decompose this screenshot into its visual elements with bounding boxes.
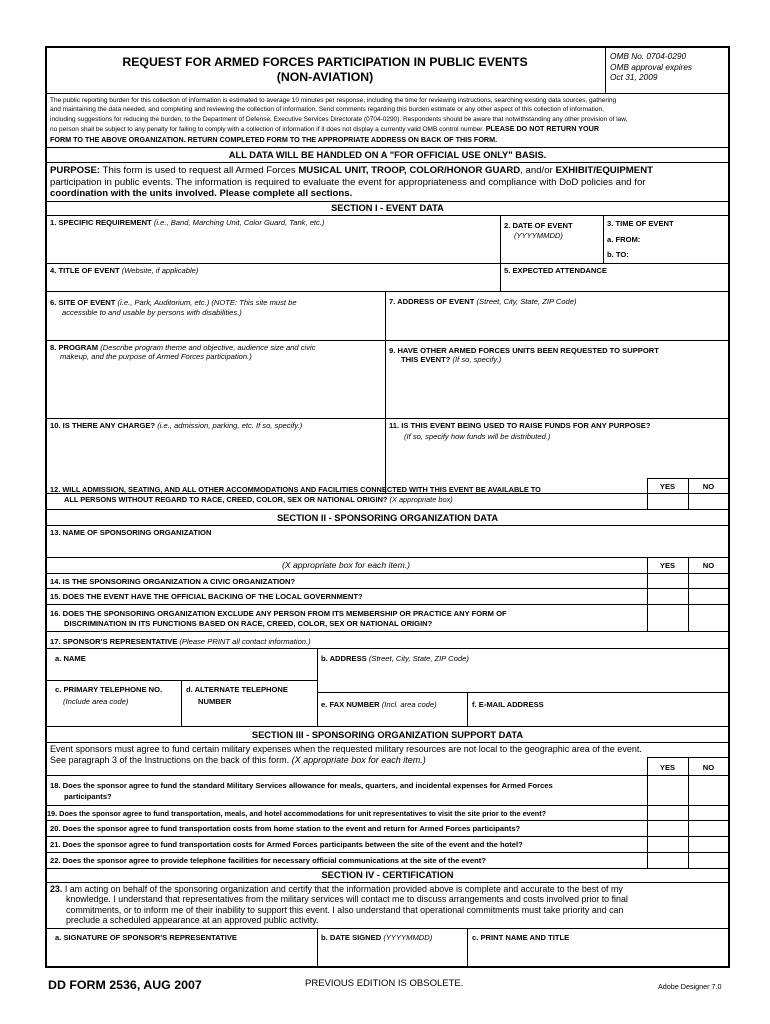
divider — [46, 805, 729, 806]
rep-address-input[interactable] — [321, 665, 725, 689]
divider — [46, 836, 729, 837]
divider — [46, 742, 729, 743]
field-23c-label: c. PRINT NAME AND TITLE — [472, 933, 570, 942]
print-name-title-input[interactable] — [472, 946, 724, 962]
purpose-text: PURPOSE: This form is used to request all Armed Forces MUSICAL UNIT, TROOP, COLOR/HONOR GUARD, and/or EXHIBIT/EQUIPMENT participation in public events. The information is required to evaluate the event for appropriateness and compliance with DoD policies and for coordination with the units involved. Please complete all sections. — [50, 165, 653, 200]
divider — [500, 215, 501, 291]
alternate-phone-input[interactable] — [186, 708, 314, 722]
certification-text: 23. I am acting on behalf of the sponsoring organization and certify that the information provided above is complete and accurate to the best of my knowledge. I understand that representatives from the military services will contact me to discuss arrangements and costs involved prior to final commitments, or to inform me of their inability to support this event. I also understand that operational commitments must take priority and can preclude a scheduled appearance at an approved public activity. — [50, 884, 628, 926]
field-6-hint: accessible to and usable by persons with disabilities.) — [62, 308, 242, 317]
divider — [46, 588, 729, 589]
adobe-designer-note: Adobe Designer 7.0 — [658, 982, 722, 991]
field-17-label: 17. SPONSOR'S REPRESENTATIVE (Please PRINT all contact information.) — [50, 637, 311, 646]
section-1-header: SECTION I - EVENT DATA — [331, 203, 444, 213]
divider — [317, 648, 318, 726]
divider — [467, 692, 468, 726]
divider — [46, 631, 729, 632]
section-4-header: SECTION IV - CERTIFICATION — [321, 870, 454, 880]
burden-statement: The public reporting burden for this collection of information is estimated to average 10 minutes per response, including the time for reviewing instructions, searching existing data sources, gathering and maintaining the data needed, and completing and reviewing the collection of information. Send comments regarding this burden estimate or any other aspect of this collection of information, including suggestions for reducing the burden, to the Department of Defense, Executive Services Directorate (0704-0290). Respondents should be aware that notwithstanding any other provision of law, no person shall be subject to any penalty for failing to comply with a collection of information if it does not display a currently valid OMB control number. PLEASE DO NOT RETURN YOUR FORM TO THE ABOVE ORGANIZATION. RETURN COMPLETED FORM TO THE APPROPRIATE ADDRESS ON BACK OF THIS FORM. — [50, 97, 628, 144]
section-3-header: SECTION III - SPONSORING ORGANIZATION SUPPORT DATA — [251, 730, 524, 740]
field-10-label: 10. IS THERE ANY CHARGE? (i.e., admission, parking, etc. If so, specify.) — [50, 421, 303, 430]
divider — [605, 47, 606, 93]
divider — [46, 215, 729, 216]
sponsor-name-input[interactable] — [50, 539, 724, 555]
divider — [46, 418, 729, 419]
divider — [46, 775, 729, 776]
field-11-hint: (If so, specify how funds will be distributed.) — [404, 432, 551, 441]
email-input[interactable] — [472, 711, 724, 723]
fouo-banner: ALL DATA WILL BE HANDLED ON A "FOR OFFICIAL USE ONLY" BASIS. — [228, 150, 547, 160]
q12-yes-header: YES — [659, 482, 676, 491]
expected-attendance-input[interactable] — [504, 277, 726, 290]
field-11-label: 11. IS THIS EVENT BEING USED TO RAISE FUNDS FOR ANY PURPOSE? — [389, 421, 651, 430]
time-from-input[interactable] — [652, 232, 726, 246]
field-17a-label: a. NAME — [55, 654, 86, 663]
signature-field[interactable] — [55, 944, 313, 964]
section-3-intro: Event sponsors must agree to fund certain military expenses when the requested military resources are not local to the geographic area of the event. See paragraph 3 of the Instructions on the back of this form. (X appropriate box for each item.) — [50, 744, 642, 765]
question-15: 15. DOES THE EVENT HAVE THE OFFICIAL BACKING OF THE LOCAL GOVERNMENT? — [50, 592, 363, 601]
divider — [46, 557, 729, 558]
s2-yes-header: YES — [659, 561, 676, 570]
x-box-hint: (X appropriate box for each item.) — [281, 560, 410, 570]
field-13-label: 13. NAME OF SPONSORING ORGANIZATION — [50, 528, 212, 537]
s2-no-header: NO — [702, 561, 715, 570]
omb-block: OMB No. 0704-0290 OMB approval expires Oct 31, 2009 — [610, 51, 693, 83]
divider — [385, 291, 386, 493]
field-23b-label: b. DATE SIGNED (YYYYMMDD) — [321, 933, 433, 942]
field-23a-label: a. SIGNATURE OF SPONSOR'S REPRESENTATIVE — [55, 933, 237, 942]
field-3a-label: a. FROM: — [607, 235, 641, 244]
field-17e-label: e. FAX NUMBER (Incl. area code) — [321, 700, 437, 709]
site-of-event-input[interactable] — [50, 320, 380, 340]
other-units-input[interactable] — [389, 367, 725, 416]
field-17c-hint: (Include area code) — [63, 697, 129, 706]
divider — [317, 928, 318, 968]
question-12-line-2: ALL PERSONS WITHOUT REGARD TO RACE, CREED, COLOR, SEX OR NATIONAL ORIGIN? (X appropriate box) — [64, 495, 453, 504]
divider — [46, 93, 729, 94]
divider — [46, 147, 729, 148]
question-18-line-2: participants? — [64, 792, 112, 801]
divider — [603, 215, 604, 263]
divider — [46, 928, 729, 929]
form-number: DD FORM 2536, AUG 2007 — [48, 978, 202, 992]
divider — [317, 692, 729, 693]
field-2-label: 2. DATE OF EVENT — [504, 221, 573, 230]
field-2-hint: (YYYYMMDD) — [514, 231, 563, 240]
field-17b-label: b. ADDRESS (Street, City, State, ZIP Code) — [321, 654, 469, 663]
field-17d-label-2: NUMBER — [198, 697, 232, 706]
question-20: 20. Does the sponsor agree to fund transportation costs from home station to the event and return for Armed Forces participants? — [50, 824, 521, 833]
primary-phone-input[interactable] — [55, 708, 177, 722]
date-of-event-input[interactable] — [504, 243, 600, 261]
question-16: 16. DOES THE SPONSORING ORGANIZATION EXCLUDE ANY PERSON FROM ITS MEMBERSHIP OR PRACTICE ANY FORM OF — [50, 609, 507, 618]
question-18: 18. Does the sponsor agree to fund the standard Military Services allowance for meals, quarters, and incidental expenses for Armed Forces — [50, 781, 553, 790]
divider — [46, 509, 729, 510]
fax-input[interactable] — [321, 711, 463, 723]
divider — [46, 340, 729, 341]
s3-yes-header: YES — [659, 763, 676, 772]
field-17f-label: f. E-MAIL ADDRESS — [472, 700, 544, 709]
question-14: 14. IS THE SPONSORING ORGANIZATION A CIVIC ORGANIZATION? — [50, 577, 296, 586]
field-9-label-2: THIS EVENT? (If so, specify.) — [401, 355, 502, 364]
rep-name-input[interactable] — [55, 664, 313, 678]
field-17d-label: d. ALTERNATE TELEPHONE — [186, 685, 288, 694]
field-5-label: 5. EXPECTED ATTENDANCE — [504, 266, 607, 275]
divider — [46, 573, 729, 574]
specific-requirement-input[interactable] — [50, 230, 495, 260]
program-input[interactable] — [50, 364, 380, 416]
s3-no-header: NO — [702, 763, 715, 772]
title-of-event-input[interactable] — [50, 277, 495, 290]
divider — [46, 263, 729, 264]
q12-no-header: NO — [702, 482, 715, 491]
field-6-label: 6. SITE OF EVENT (i.e., Park, Auditorium, etc.) (NOTE: This site must be — [50, 298, 297, 307]
field-17c-label: c. PRIMARY TELEPHONE NO. — [55, 685, 163, 694]
divider — [46, 882, 729, 883]
divider — [46, 162, 729, 163]
field-8-hint: makeup, and the purpose of Armed Forces participation.) — [60, 352, 252, 361]
time-to-input[interactable] — [640, 247, 726, 261]
divider — [46, 648, 729, 649]
divider — [46, 525, 729, 526]
field-4-label: 4. TITLE OF EVENT (Website, if applicable) — [50, 266, 199, 275]
field-3b-label: b. TO: — [607, 250, 629, 259]
divider — [46, 820, 729, 821]
divider — [46, 604, 729, 605]
question-22: 22. Does the sponsor agree to provide telephone facilities for necessary official communications at the site of the event? — [50, 856, 486, 865]
question-12: 12. WILL ADMISSION, SEATING, AND ALL OTHER ACCOMMODATIONS AND FACILITIES CONNECTED WITH THIS EVENT BE AVAILABLE TO — [50, 485, 541, 494]
field-1-label: 1. SPECIFIC REQUIREMENT (i.e., Band, Marching Unit, Color Guard, Tank, etc.) — [50, 218, 325, 227]
divider — [46, 726, 729, 727]
divider — [46, 291, 729, 292]
field-9-label: 9. HAVE OTHER ARMED FORCES UNITS BEEN REQUESTED TO SUPPORT — [389, 346, 659, 355]
field-3-label: 3. TIME OF EVENT — [607, 219, 674, 228]
date-signed-input[interactable] — [321, 946, 463, 962]
question-19: 19. Does the sponsor agree to fund transportation, meals, and hotel accommodations for unit representatives to visit the site prior to the event? — [47, 809, 547, 818]
divider — [647, 478, 729, 479]
form-title: REQUEST FOR ARMED FORCES PARTICIPATION IN PUBLIC EVENTS (NON-AVIATION) — [122, 55, 528, 84]
field-8-label: 8. PROGRAM (Describe program theme and objective, audience size and civic — [50, 343, 316, 352]
question-21: 21. Does the sponsor agree to fund transportation costs for Armed Forces participants between the site of the event and the hotel? — [50, 840, 523, 849]
previous-edition-note: PREVIOUS EDITION IS OBSOLETE. — [305, 978, 464, 989]
divider — [181, 680, 182, 726]
address-of-event-input[interactable] — [389, 308, 725, 338]
divider — [467, 928, 468, 968]
charge-input[interactable] — [50, 432, 380, 490]
question-16-line-2: DISCRIMINATION IN ITS FUNCTIONS BASED ON RACE, CREED, COLOR, SEX OR NATIONAL ORIGIN? — [64, 619, 433, 628]
section-2-header: SECTION II - SPONSORING ORGANIZATION DATA — [276, 513, 499, 523]
field-7-label: 7. ADDRESS OF EVENT (Street, City, State, ZIP Code) — [389, 297, 577, 306]
divider — [46, 852, 729, 853]
